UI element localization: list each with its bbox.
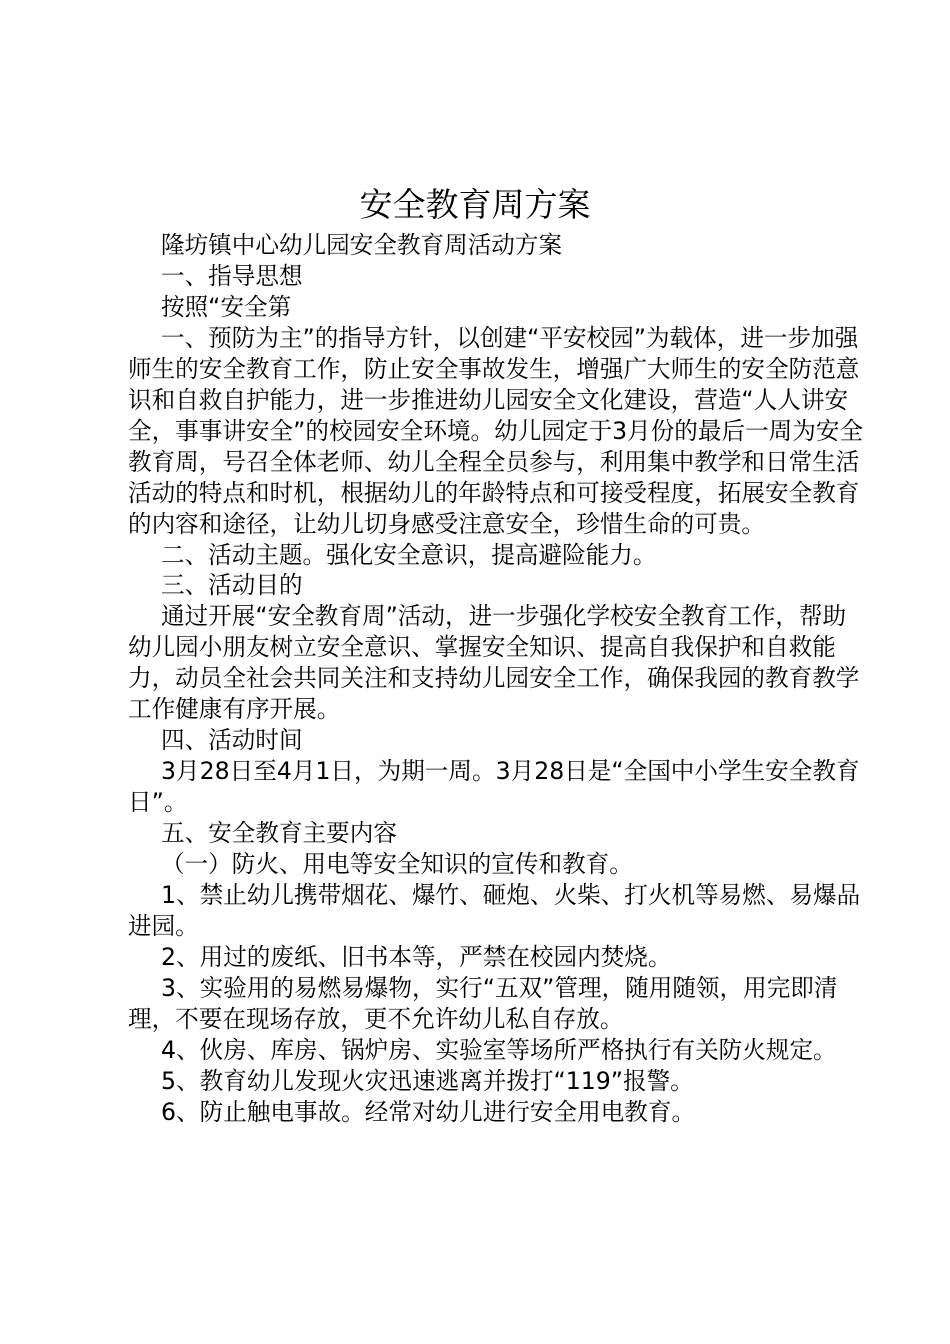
heading-activity-time: 四、活动时间 [161,726,303,755]
list-item: 5、教育幼儿发现火灾迅速逃离并拨打“119”报警。 [161,1066,694,1095]
heading-activity-theme: 二、活动主题。强化安全意识，提高避险能力。 [161,540,657,569]
heading-guiding-ideology: 一、指导思想 [161,261,303,290]
paragraph: 按照“安全第 [161,292,292,321]
list-item: 6、防止触电事故。经常对幼儿进行安全用电教育。 [161,1097,696,1126]
document-title: 安全教育周方案 [359,185,591,224]
heading-main-content: 五、安全教育主要内容 [161,819,397,848]
list-item: 3、实验用的易燃易爆物，实行“五双”管理，随用随领，用完即清理，不要在现场存放，更不允许幼儿私自存放。 [128,973,838,1033]
list-item: 4、伙房、库房、锅炉房、实验室等场所严格执行有关防火规定。 [161,1035,837,1064]
paragraph: 通过开展“安全教育周”活动，进一步强化学校安全教育工作，帮助幼儿园小朋友树立安全意识、掌握安全知识、提高自我保护和自救能力，动员全社会共同关注和支持幼儿园安全工作，确保我园的教育教学工作健康有序开展。 [128,602,860,724]
paragraph: 一、预防为主”的指导方针，以创建“平安校园”为载体，进一步加强师生的安全教育工作，防止安全事故发生，增强广大师生的安全防范意识和自救自护能力，进一步推进幼儿园安全文化建设，营造“人人讲安全，事事讲安全”的校园安全环境。幼儿园定于3月份的最后一周为安全教育周，号召全体老师、幼儿全程全员参与，利用集中教学和日常生活活动的特点和时机，根据幼儿的年龄特点和可接受程度，拓展安全教育的内容和途径，让幼儿切身感受注意安全，珍惜生命的可贵。 [128,323,864,538]
list-item: 2、用过的废纸、旧书本等，严禁在校园内焚烧。 [161,942,672,971]
paragraph-subtitle: 隆坊镇中心幼儿园安全教育周活动方案 [161,231,563,259]
paragraph: 3月28日至4月1日，为期一周。3月28日是“全国中小学生安全教育日”。 [128,757,860,817]
subheading-fire-electric: （一）防火、用电等安全知识的宣传和教育。 [161,850,633,879]
heading-activity-purpose: 三、活动目的 [161,571,303,600]
list-item: 1、禁止幼儿携带烟花、爆竹、砸炮、火柴、打火机等易燃、易爆品进园。 [128,881,861,940]
document-body [128,230,868,1128]
